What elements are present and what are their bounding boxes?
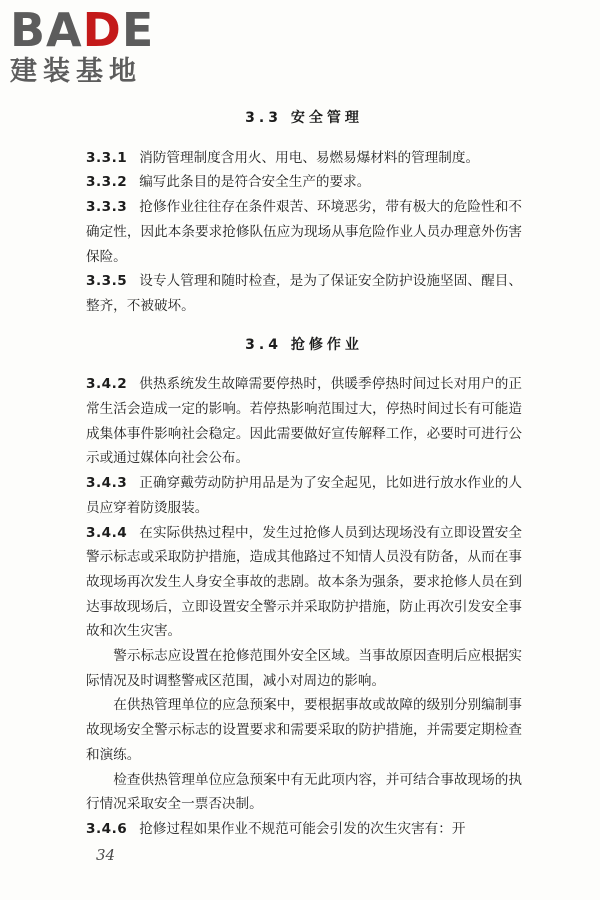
logo-wordmark xyxy=(10,3,180,57)
clause-paragraph xyxy=(86,521,522,645)
clause-paragraph xyxy=(86,195,522,269)
clause-text: 消防管理制度含用火、用电、易燃易爆材料的管理制度。 xyxy=(139,149,480,166)
clause-number: 3.3.2 xyxy=(86,174,128,191)
logo-wordmark-accent: D xyxy=(82,3,122,57)
logo-subtitle: 建装基地 xyxy=(10,56,142,87)
clause-number: 3.4.6 xyxy=(86,820,128,837)
clause-number: 3.4.4 xyxy=(86,524,128,541)
clause-text: 在实际供热过程中，发生过抢修人员到达现场没有立即设置安全警示标志或采取防护措施，造成其他路过不知情人员没有防备，从而在事故现场再次发生人身安全事故的悲剧。故本条为强条，要求抢修人员在到达事故现场后，立即设置安全警示并采取防护措施，防止再次引发安全事故和次生灾害。 xyxy=(86,524,522,640)
clause-paragraph xyxy=(86,817,522,842)
clause-number: 3.3.5 xyxy=(86,273,128,290)
clause-number: 3.3.3 xyxy=(86,199,128,216)
body-paragraph: 在供热管理单位的应急预案中，要根据事故或故障的级别分别编制事故现场安全警示标志的设置要求和需要采取的防护措施，并需要定期检查和演练。 xyxy=(86,697,522,763)
clause-paragraph xyxy=(86,146,522,171)
clause-paragraph xyxy=(86,170,522,195)
clause-paragraph xyxy=(86,471,522,520)
clause-paragraph xyxy=(86,372,522,471)
logo-wordmark-part: BA xyxy=(10,3,83,57)
logo xyxy=(10,3,180,88)
clause-text: 抢修作业往往存在条件艰苦、环境恶劣，带有极大的危险性和不确定性，因此本条要求抢修队伍应为现场从事危险作业人员办理意外伤害保险。 xyxy=(86,199,522,265)
section-heading: 3.3 安全管理 xyxy=(245,110,363,126)
clause-number: 3.4.3 xyxy=(86,475,128,492)
clause-paragraph xyxy=(86,269,522,318)
body-paragraph: 警示标志应设置在抢修范围外安全区域。当事故原因查明后应根据实际情况及时调整警戒区范围，减小对周边的影响。 xyxy=(86,648,522,689)
clause-text: 供热系统发生故障需要停热时，供暖季停热时间过长对用户的正常生活会造成一定的影响。若停热影响范围过大，停热时间过长有可能造成集体事件影响社会稳定。因此需要做好宣传解释工作，必要时可进行公示或通过媒体向社会公布。 xyxy=(86,376,522,467)
logo-wordmark-part: E xyxy=(121,3,155,57)
body-paragraph: 检查供热管理单位应急预案中有无此项内容，并可结合事故现场的执行情况采取安全一票否决制。 xyxy=(86,771,522,813)
clause-text: 设专人管理和随时检查，是为了保证安全防护设施坚固、醒目、整齐，不被破坏。 xyxy=(86,273,522,314)
clause-text: 编写此条目的是符合安全生产的要求。 xyxy=(139,174,371,191)
clause-text: 正确穿戴劳动防护用品是为了安全起见，比如进行放水作业的人员应穿着防烫服装。 xyxy=(86,475,522,516)
section xyxy=(86,106,522,319)
clause-number: 3.3.1 xyxy=(86,149,128,166)
section-heading: 3.4 抢修作业 xyxy=(245,336,363,353)
document-body xyxy=(86,100,522,842)
clause-number: 3.4.2 xyxy=(86,376,128,393)
spacer xyxy=(86,319,522,327)
section xyxy=(86,333,522,842)
page-number: 34 xyxy=(96,846,116,864)
clause-text: 抢修过程如果作业不规范可能会引发的次生灾害有：开 xyxy=(139,820,466,837)
